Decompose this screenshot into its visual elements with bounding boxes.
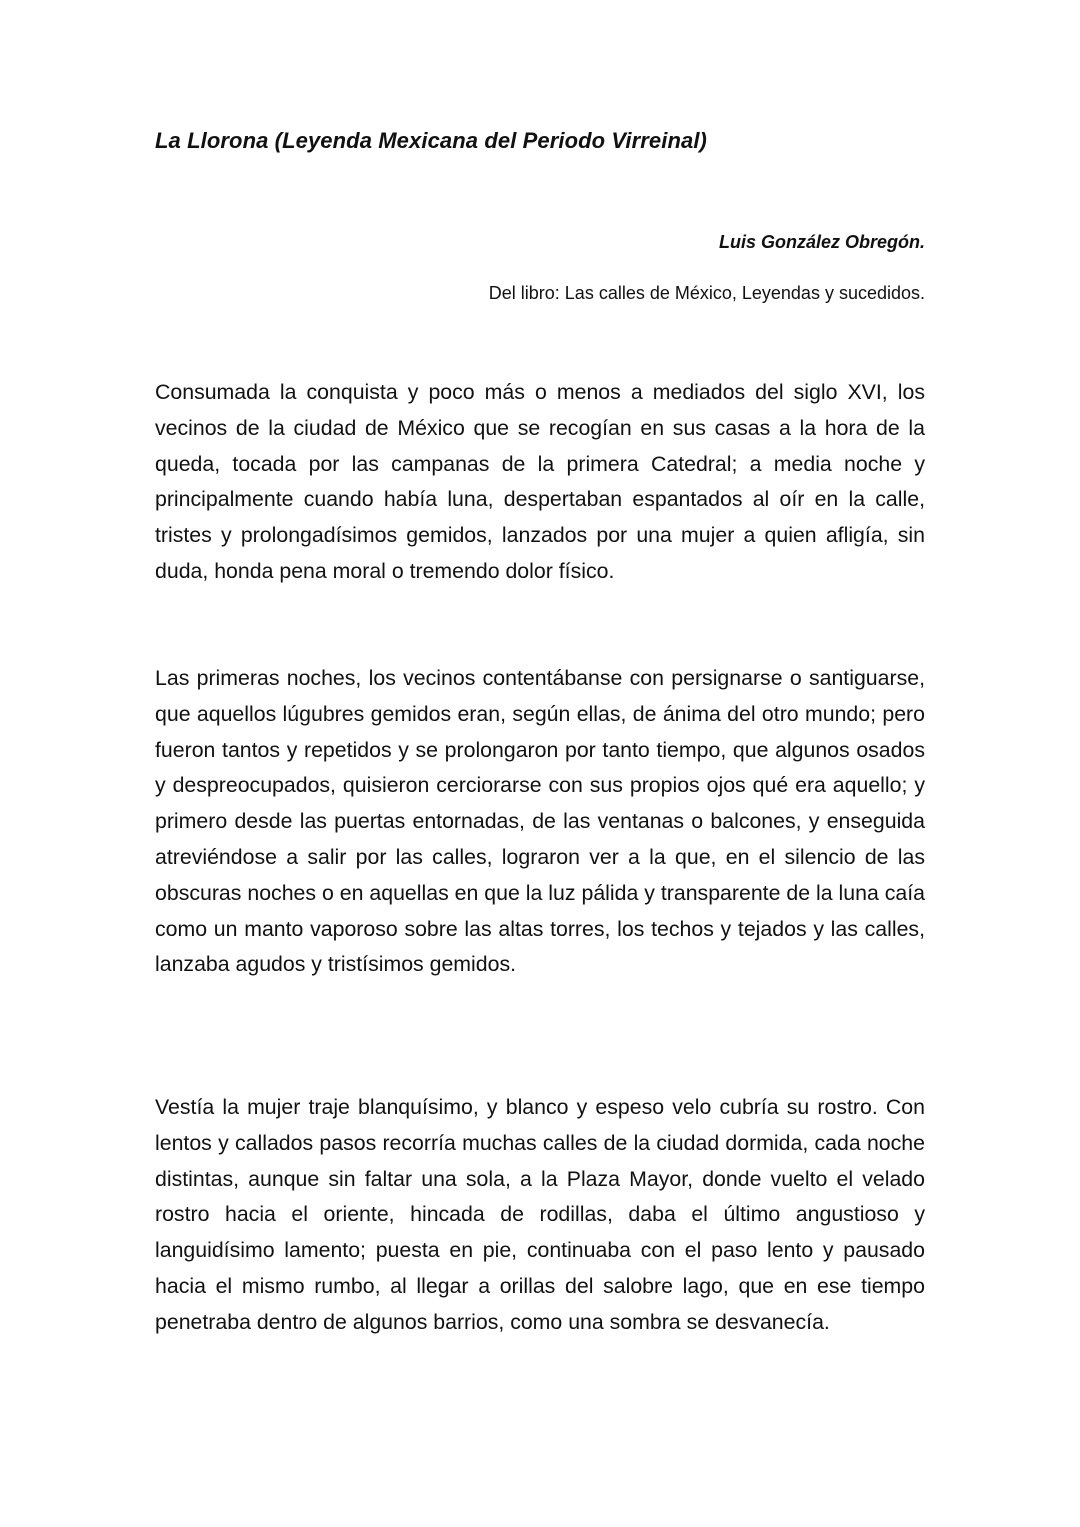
author-name: Luis González Obregón. — [718, 232, 925, 252]
source-citation: Del libro: Las calles de México, Leyendas y sucedidos. — [488, 283, 925, 303]
document-title: La Llorona (Leyenda Mexicana del Periodo Virreinal) — [155, 128, 707, 153]
body-paragraph-2: Las primeras noches, los vecinos contentábanse con persignarse o santiguarse, que aquellos lúgubres gemidos eran, según ellas, de ánima del otro mundo; pero fueron tantos y repetidos y se prolongaron por tanto tiempo, que algunos osados y despreocupados, quisieron cerciorarse con sus propios ojos qué era aquello; y primero desde las puertas entornadas, de las ventanas o balcones, y enseguida atreviéndose a salir por las calles, lograron ver a la que, en el silencio de las obscuras noches o en aquellas en que la luz pálida y transparente de la luna caía como un manto vaporoso sobre las altas torres, los techos y tejados y las calles, lanzaba agudos y tristísimos gemidos. — [155, 666, 925, 977]
body-paragraph-1: Consumada la conquista y poco más o menos a mediados del siglo XVI, los vecinos de la ciudad de México que se recogían en sus casas a la hora de la queda, tocada por las campanas de la primera Catedral; a media noche y principalmente cuando había luna, despertaban espantados al oír en la calle, tristes y prolongadísimos gemidos, lanzados por una mujer a quien afligía, sin duda, honda pena moral o tremendo dolor físico. — [155, 380, 925, 583]
body-paragraph-3: Vestía la mujer traje blanquísimo, y blanco y espeso velo cubría su rostro. Con lentos y callados pasos recorría muchas calles de la ciudad dormida, cada noche distintas, aunque sin faltar una sola, a la Plaza Mayor, donde vuelto el velado rostro hacia el oriente, hincada de rodillas, daba el último angustioso y languidísimo lamento; puesta en pie, continuaba con el paso lento y pausado hacia el mismo rumbo, al llegar a orillas del salobre lago, que en ese tiempo penetraba dentro de algunos barrios, como una sombra se desvanecía. — [155, 1095, 925, 1334]
